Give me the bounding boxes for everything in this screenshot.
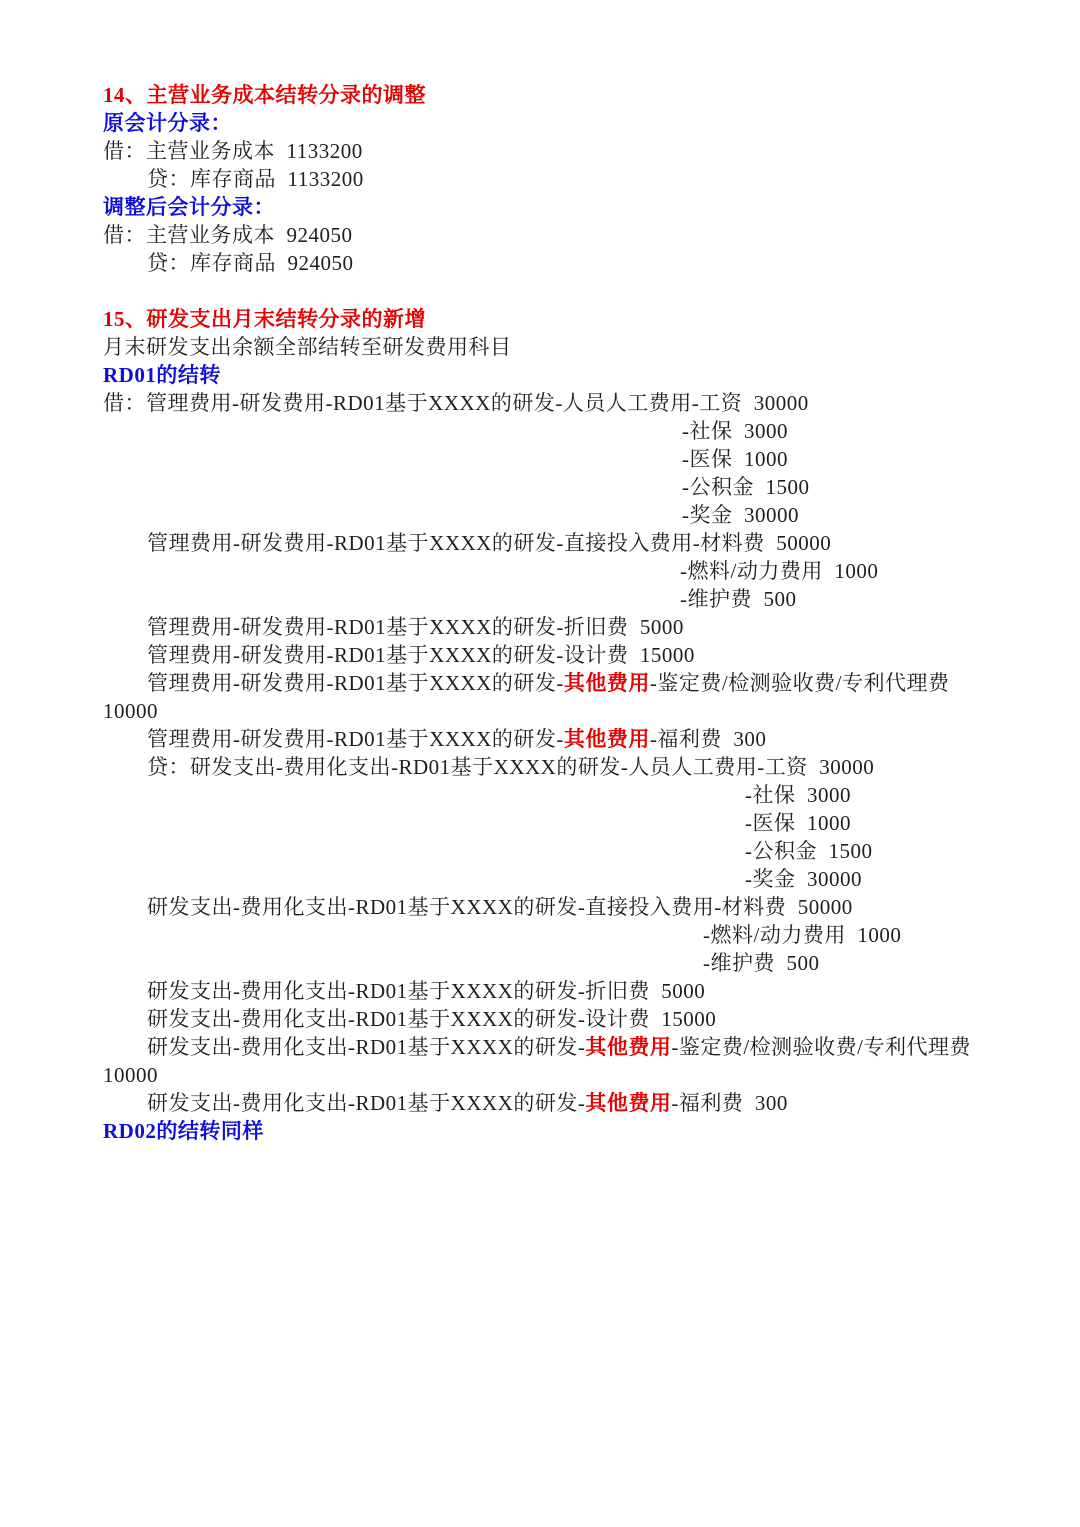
text-segment: -公积金 1500 (682, 475, 810, 499)
text-segment: -燃料/动力费用 1000 (703, 923, 902, 947)
text-segment: 借：主营业务成本 1133200 (103, 139, 363, 163)
text-segment: -社保 3000 (682, 419, 788, 443)
document-line (0, 1005, 1080, 1033)
text-segment: 月末研发支出余额全部结转至研发费用科目 (103, 335, 512, 359)
text-segment: 管理费用-研发费用-RD01基于XXXX的研发-折旧费 5000 (147, 615, 684, 639)
text-segment: -维护费 500 (703, 951, 820, 975)
text-segment: -鉴定费/检测验收费/专利代理费 (671, 1035, 971, 1059)
document-line (0, 501, 1080, 529)
text-segment: -燃料/动力费用 1000 (680, 559, 879, 583)
document-line (0, 165, 1080, 193)
text-segment: -奖金 30000 (682, 503, 799, 527)
blue-heading-text: RD02的结转同样 (103, 1119, 264, 1143)
text-segment: 10000 (103, 1063, 158, 1087)
red-highlight-text: 15、研发支出月末结转分录的新增 (103, 307, 426, 331)
document-line (0, 809, 1080, 837)
document-line (0, 137, 1080, 165)
document-line (0, 1033, 1080, 1061)
text-segment: 研发支出-费用化支出-RD01基于XXXX的研发-设计费 15000 (147, 1007, 717, 1031)
document-line (0, 557, 1080, 585)
blue-heading-text: 调整后会计分录： (103, 195, 275, 219)
document-line (0, 753, 1080, 781)
red-highlight-text: 其他费用 (563, 671, 650, 695)
document-line (0, 1061, 1080, 1089)
text-segment: 10000 (103, 699, 158, 723)
red-highlight-text: 其他费用 (585, 1091, 672, 1115)
document-line (0, 529, 1080, 557)
text-segment: -医保 1000 (682, 447, 788, 471)
document-line (0, 1117, 1080, 1145)
document-line (0, 697, 1080, 725)
document-line (0, 221, 1080, 249)
document-line (0, 725, 1080, 753)
document-line (0, 389, 1080, 417)
document-line (0, 417, 1080, 445)
document-content (0, 81, 1080, 1145)
text-segment: 贷：库存商品 1133200 (147, 167, 364, 191)
document-line (0, 109, 1080, 137)
text-segment: -社保 3000 (745, 783, 851, 807)
document-line (0, 1089, 1080, 1117)
text-segment: -福利费 300 (649, 727, 767, 751)
document-line (0, 837, 1080, 865)
text-segment: -医保 1000 (745, 811, 851, 835)
document-line (0, 613, 1080, 641)
text-segment: -公积金 1500 (745, 839, 873, 863)
document-line (0, 977, 1080, 1005)
text-segment: 贷：库存商品 924050 (147, 251, 354, 275)
red-highlight-text: 14、主营业务成本结转分录的调整 (103, 83, 426, 107)
text-segment: 研发支出-费用化支出-RD01基于XXXX的研发- (147, 1091, 586, 1115)
document-line (0, 81, 1080, 109)
text-segment: 借：主营业务成本 924050 (103, 223, 353, 247)
document-line (0, 669, 1080, 697)
document-line (0, 641, 1080, 669)
document-line (0, 473, 1080, 501)
text-segment: 研发支出-费用化支出-RD01基于XXXX的研发-折旧费 5000 (147, 979, 706, 1003)
blue-heading-text: 原会计分录： (103, 111, 232, 135)
document-line (0, 445, 1080, 473)
document-line (0, 921, 1080, 949)
document-line (0, 249, 1080, 277)
red-highlight-text: 其他费用 (585, 1035, 672, 1059)
text-segment: 借：管理费用-研发费用-RD01基于XXXX的研发-人员人工费用-工资 30000 (103, 391, 809, 415)
text-segment: 管理费用-研发费用-RD01基于XXXX的研发-设计费 15000 (147, 643, 695, 667)
text-segment: 管理费用-研发费用-RD01基于XXXX的研发- (147, 671, 564, 695)
document-line (0, 949, 1080, 977)
document-line (0, 865, 1080, 893)
document-line (0, 277, 1080, 305)
text-segment: -鉴定费/检测验收费/专利代理费 (649, 671, 950, 695)
text-segment: 管理费用-研发费用-RD01基于XXXX的研发-直接投入费用-材料费 50000 (147, 531, 832, 555)
text-segment: 贷：研发支出-费用化支出-RD01基于XXXX的研发-人员人工费用-工资 30000 (147, 755, 875, 779)
text-segment: 研发支出-费用化支出-RD01基于XXXX的研发- (147, 1035, 586, 1059)
document-line (0, 193, 1080, 221)
document-line (0, 585, 1080, 613)
document-line (0, 361, 1080, 389)
document-line (0, 333, 1080, 361)
red-highlight-text: 其他费用 (563, 727, 650, 751)
blue-heading-text: RD01的结转 (103, 363, 221, 387)
text-segment: -奖金 30000 (745, 867, 862, 891)
document-line (0, 305, 1080, 333)
text-segment: -维护费 500 (680, 587, 797, 611)
text-segment: 管理费用-研发费用-RD01基于XXXX的研发- (147, 727, 564, 751)
text-segment: 研发支出-费用化支出-RD01基于XXXX的研发-直接投入费用-材料费 50000 (147, 895, 853, 919)
text-segment: -福利费 300 (671, 1091, 788, 1115)
document-line (0, 893, 1080, 921)
document-line (0, 781, 1080, 809)
